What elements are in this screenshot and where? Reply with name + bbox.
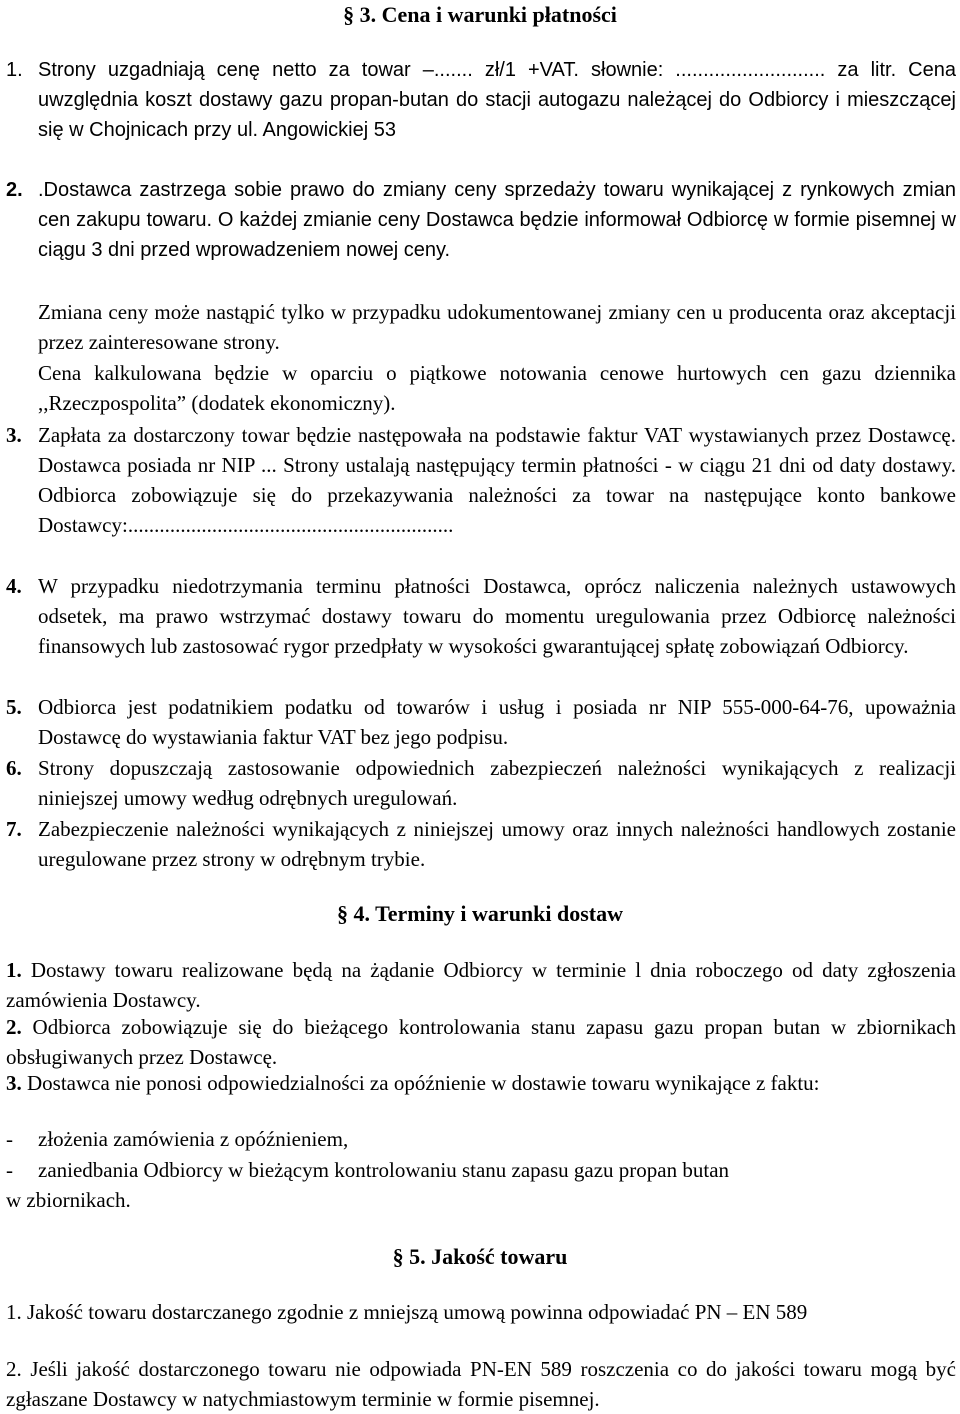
sec3-item-2-text-c: Cena kalkulowana będzie w oparciu o piątkowe notowania cenowe hurtowych cen gazu dziennika ,,Rzeczpospolita” (dodatek ekonomiczny).	[38, 361, 956, 415]
sec3-item-1-text: Strony uzgadniają cenę netto za towar –....... zł/1 +VAT. słownie: ........................... za litr. Cena uwzględnia koszt dostawy gazu propan-butan do stacji autogazu należącej do Odbiorcy i mieszczącej się w Chojnicach przy ul. Angowickiej 53	[38, 59, 956, 141]
section-3-title: § 3. Cena i warunki płatności	[343, 2, 617, 27]
sec4-bullet-1	[6, 1124, 956, 1154]
sec5-item-2	[6, 1354, 956, 1414]
sec4-item-2-number: 2.	[6, 1015, 22, 1039]
sec4-bullet-2-text: zaniedbania Odbiorcy w bieżącym kontrolowaniu stanu zapasu gazu propan butan	[38, 1158, 730, 1182]
sec3-item-6-number: 6.	[6, 756, 22, 780]
sec3-item-7-number: 7.	[6, 817, 22, 841]
sec3-item-4	[6, 571, 956, 661]
sec3-item-2	[6, 175, 956, 265]
sec3-item-2-text-b: Zmiana ceny może nastąpić tylko w przypadku udokumentowanej zmiany cen u producenta oraz akceptacji przez zainteresowane strony.	[38, 300, 956, 354]
sec5-item-2-text: Jeśli jakość dostarczonego towaru nie odpowiada PN-EN 589 roszczenia co do jakości towaru mogą być zgłaszane Dostawcy w natychmiastowym terminie w formie pisemnej.	[6, 1357, 957, 1411]
sec5-item-2-number: 2.	[6, 1357, 22, 1381]
sec4-bullet-2	[6, 1155, 956, 1185]
sec3-item-3-number: 3.	[6, 423, 22, 447]
sec4-item-3	[6, 1068, 956, 1098]
sec4-item-1-text: Dostawy towaru realizowane będą na żądanie Odbiorcy w terminie l dnia roboczego od daty zgłoszenia zamówienia Dostawcy.	[6, 958, 956, 1012]
sec4-item-1-number: 1.	[6, 958, 22, 982]
sec4-item-2	[6, 1012, 956, 1072]
sec3-item-5-text: Odbiorca jest podatnikiem podatku od towarów i usług i posiada nr NIP 555-000-64-76, upoważnia Dostawcę do wystawiania faktur VAT bez jego podpisu.	[38, 695, 956, 749]
sec3-item-4-text: W przypadku niedotrzymania terminu płatności Dostawca, oprócz naliczenia należnych ustawowych odsetek, ma prawo wstrzymać dostawy towaru do momentu uregulowania przez Odbiorcę należności finansowych lub zastosować rygor przedpłaty w wysokości gwarantującej spłatę zobowiązań Odbiorcy.	[38, 574, 956, 658]
sec3-item-1	[6, 55, 956, 145]
sec3-item-2-text-b-wrap	[38, 297, 956, 357]
sec3-item-3-text: Zapłata za dostarczony towar będzie następowała na podstawie faktur VAT wystawianych przez Dostawcę. Dostawca posiada nr NIP ... Strony ustalają następujący termin płatności - w ciągu 21 dni od daty dostawy. Odbiorca zobowiązuje się do przekazywania należności za towar na następujące konto bankowe Dostawcy:..............................................................	[38, 423, 956, 537]
sec4-item-2-text: Odbiorca zobowiązuje się do bieżącego kontrolowania stanu zapasu gazu propan butan w zbiornikach obsługiwanych przez Dostawcę.	[6, 1015, 957, 1069]
sec3-item-6	[6, 753, 956, 813]
bullet-dash: -	[6, 1158, 13, 1182]
sec4-bullet-2-cont: w zbiornikach.	[6, 1188, 131, 1212]
sec4-item-1	[6, 955, 956, 1015]
sec5-item-1-text: Jakość towaru dostarczanego zgodnie z mniejszą umową powinna odpowiadać PN – EN 589	[27, 1300, 808, 1324]
sec3-item-6-text: Strony dopuszczają zastosowanie odpowiednich zabezpieczeń należności wynikających z realizacji niniejszej umowy według odrębnych uregulowań.	[38, 756, 956, 810]
section-4-title: § 4. Terminy i warunki dostaw	[336, 901, 624, 926]
sec5-item-1	[6, 1297, 956, 1327]
sec3-item-1-number: 1.	[6, 59, 23, 81]
section-5-title: § 5. Jakość towaru	[392, 1244, 568, 1269]
sec3-item-4-number: 4.	[6, 574, 22, 598]
sec3-item-5-number: 5.	[6, 695, 22, 719]
sec4-item-3-number: 3.	[6, 1071, 22, 1095]
sec3-item-7-text: Zabezpieczenie należności wynikających z niniejszej umowy oraz innych należności handlowych zostanie uregulowane przez strony w odrębnym trybie.	[38, 817, 956, 871]
sec3-item-2-text-c-wrap	[38, 358, 956, 418]
sec4-item-3-text: Dostawca nie ponosi odpowiedzialności za opóźnienie w dostawie towaru wynikające z faktu:	[27, 1071, 820, 1095]
sec3-item-3	[6, 420, 956, 540]
sec3-item-5	[6, 692, 956, 752]
bullet-dash: -	[6, 1127, 13, 1151]
sec5-item-1-number: 1.	[6, 1300, 22, 1324]
sec3-item-2-text-a: .Dostawca zastrzega sobie prawo do zmiany ceny sprzedaży towaru wynikającej z rynkowych zmian cen zakupu towaru. O każdej zmianie ceny Dostawca będzie informował Odbiorcę w formie pisemnej w ciągu 3 dni przed wprowadzeniem nowej ceny.	[38, 179, 956, 261]
sec4-bullet-1-text: złożenia zamówienia z opóźnieniem,	[38, 1127, 349, 1151]
sec3-item-2-number: 2.	[6, 179, 23, 201]
sec3-item-7	[6, 814, 956, 874]
